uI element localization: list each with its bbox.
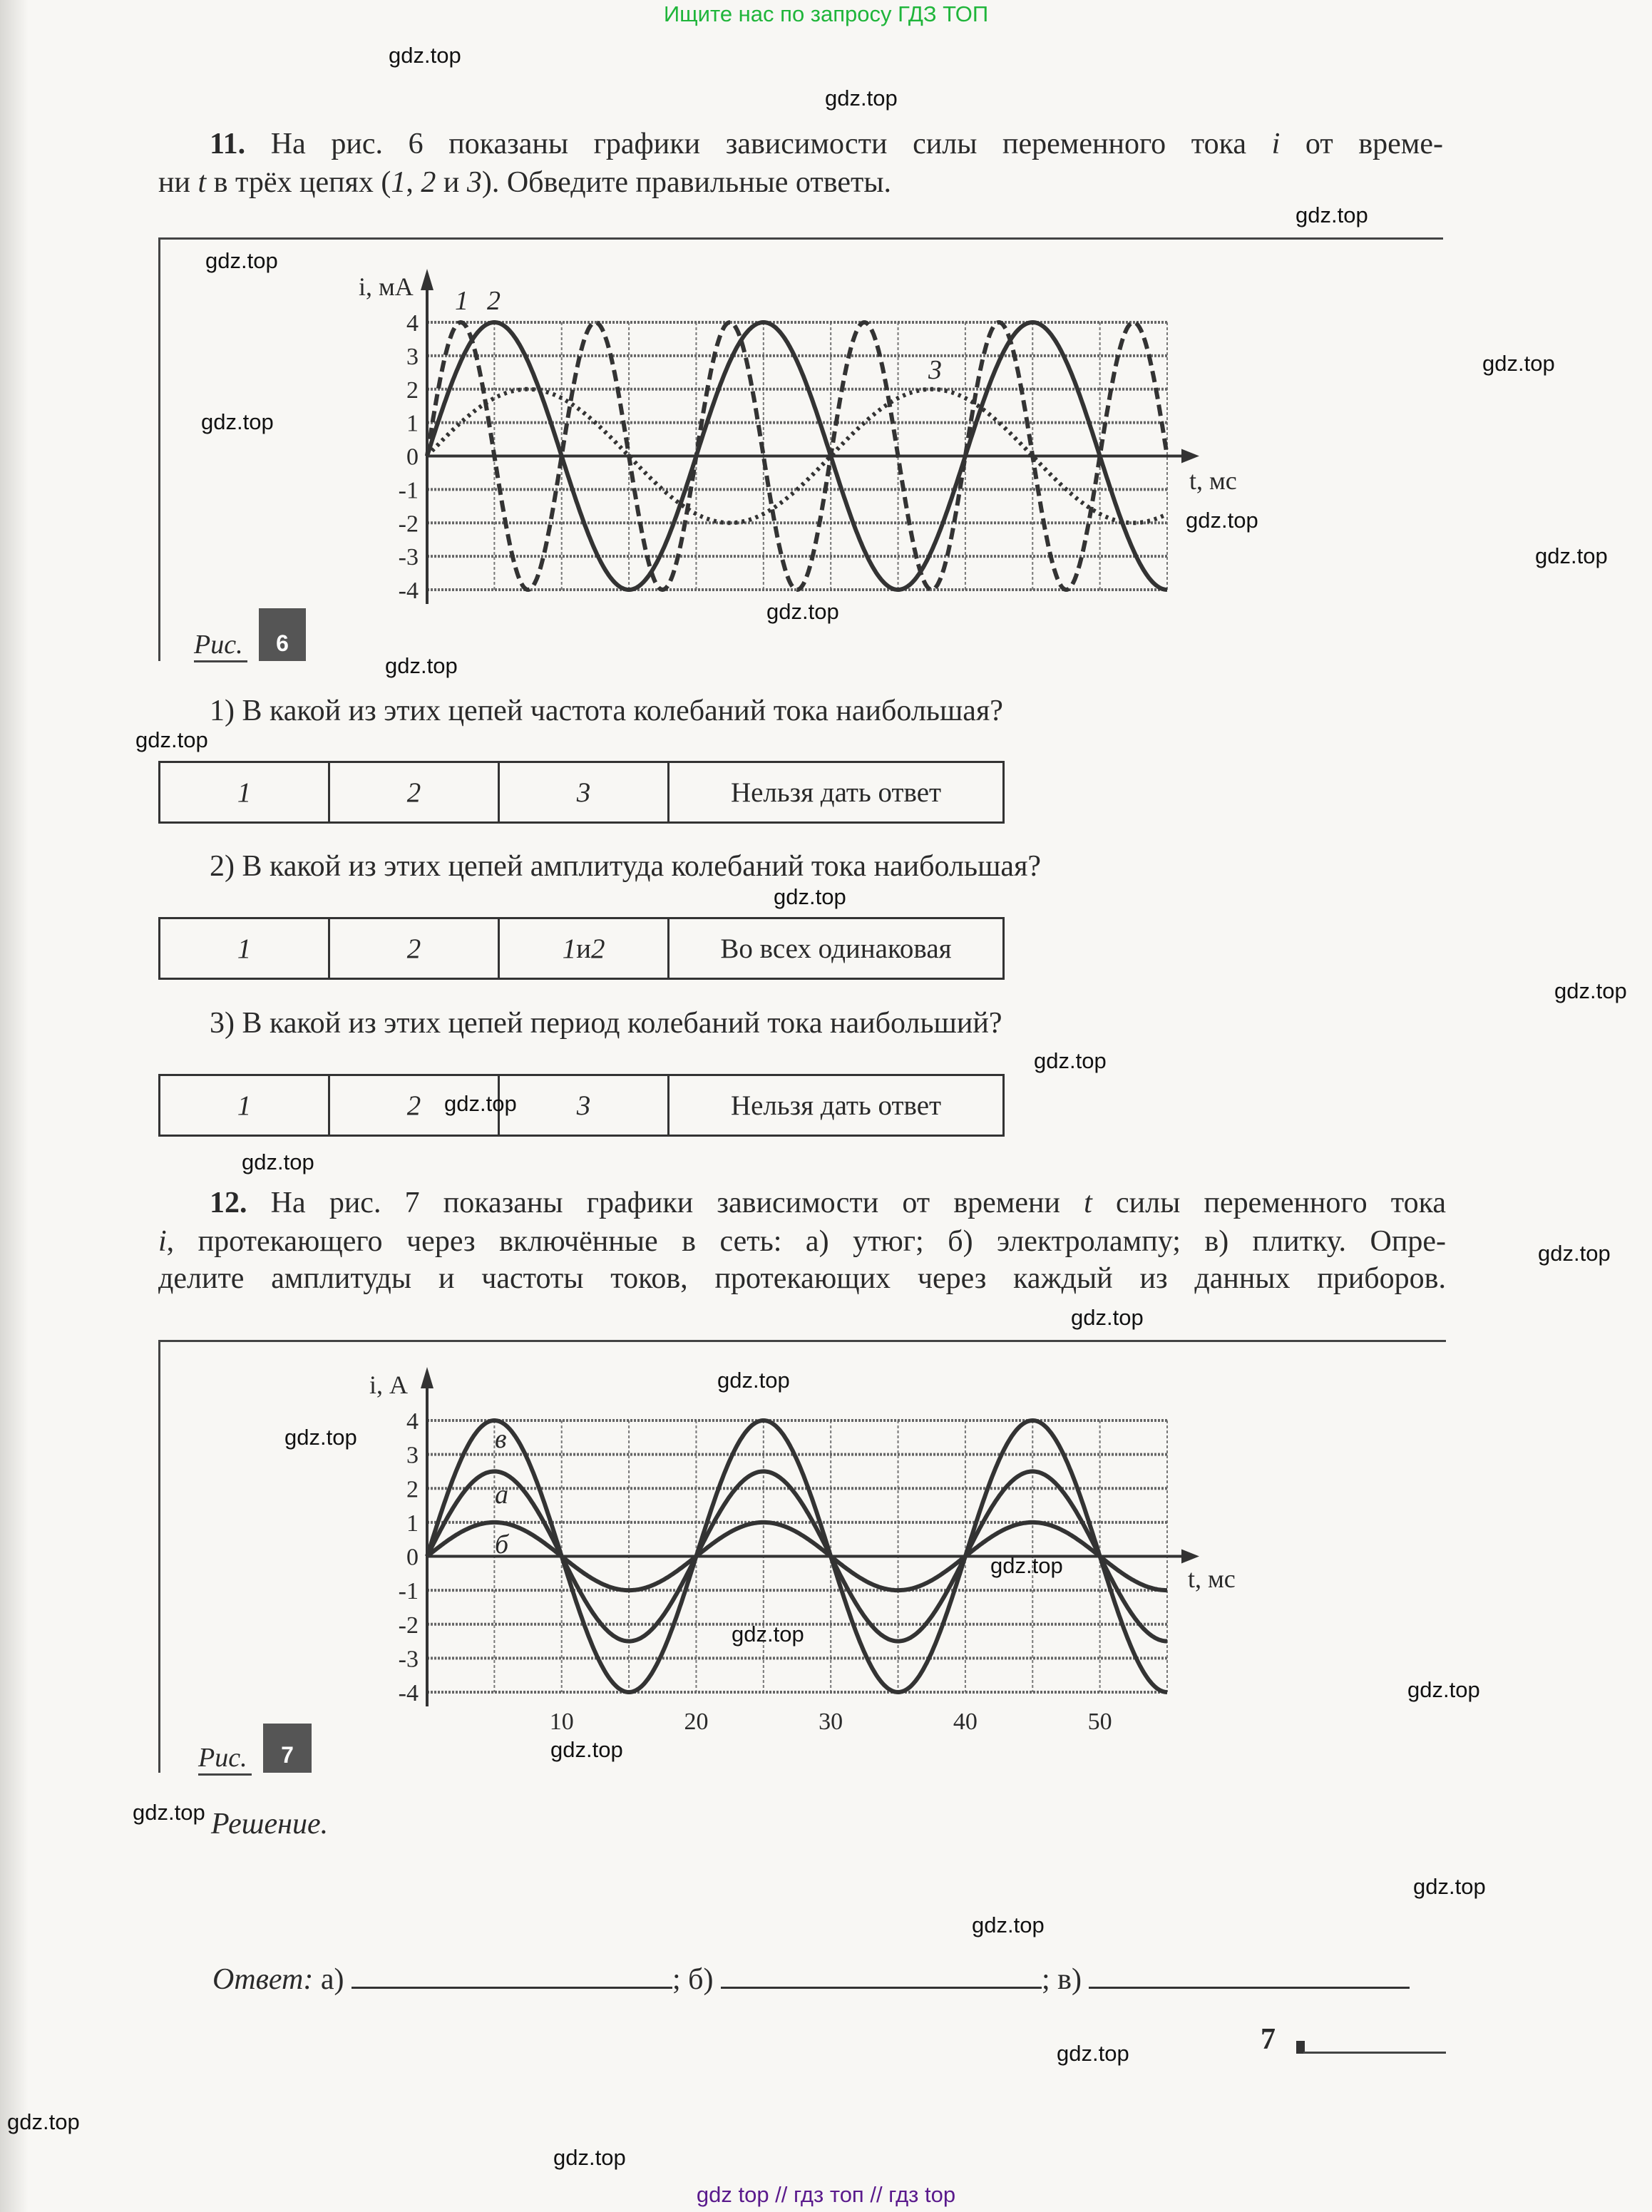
watermark: gdz.top (385, 653, 458, 678)
watermark: gdz.top (1482, 351, 1555, 376)
figure7-left-border (158, 1340, 160, 1773)
x-axis-arrow (1181, 1550, 1199, 1564)
watermark: gdz.top (1057, 2041, 1129, 2066)
series-1-curve (427, 322, 1167, 590)
x-tick-label: 50 (1087, 1709, 1112, 1735)
watermark: gdz.top (135, 727, 208, 752)
answer-c-field[interactable] (1089, 1965, 1410, 1989)
answer-a-field[interactable] (352, 1965, 672, 1989)
option-no-answer[interactable] (669, 763, 1002, 821)
question-2-text: 2) В какой из этих цепей амплитуда колебаний тока наибольшая? (210, 850, 1042, 883)
series-2-curve (427, 322, 1167, 590)
y-tick-label: 4 (406, 1408, 419, 1435)
text-segment: в трёх цепях ( (206, 166, 391, 199)
watermark: gdz.top (732, 1622, 804, 1647)
text-segment: 2 (406, 933, 421, 964)
series-label: а (495, 1480, 508, 1510)
y-tick-label: -1 (398, 477, 419, 504)
text-segment: силы переменного тока (1092, 1187, 1446, 1219)
page-number-rule (1303, 2052, 1446, 2054)
figure7-top-border (158, 1340, 1446, 1342)
watermark: gdz.top (1296, 203, 1368, 227)
figure6-label: Рис. (194, 629, 247, 662)
task12-line3 (158, 1261, 1446, 1296)
option-all-equal[interactable] (669, 919, 1002, 978)
watermark: gdz.top (1535, 543, 1608, 568)
text-segment: Во всех одинаковая (720, 933, 952, 964)
question-3-options (158, 1074, 1005, 1137)
page-edge-shadow (0, 0, 29, 2212)
question-1-text: 1) В какой из этих цепей частота колебаний тока наибольшая? (210, 695, 1003, 727)
page-number: 7 (1261, 2023, 1276, 2056)
text-segment: i (1271, 128, 1281, 160)
y-tick-label: -1 (398, 1578, 419, 1605)
question-1-options (158, 761, 1005, 824)
solution-label: Решение. (211, 1808, 329, 1840)
watermark: gdz.top (550, 1737, 623, 1762)
watermark: gdz.top (1071, 1305, 1144, 1330)
text-segment: 1 (391, 166, 406, 199)
watermark: gdz.top (242, 1149, 314, 1174)
task11-line2 (158, 165, 891, 200)
text-segment: 1 (237, 933, 252, 964)
y-tick-label: 0 (406, 444, 419, 471)
figure6-left-border (158, 237, 160, 661)
text-segment: и (436, 166, 467, 199)
watermark: gdz.top (1538, 1241, 1611, 1266)
option-2[interactable] (330, 919, 500, 978)
series-3-curve (427, 389, 1167, 523)
series-label: 1 (455, 286, 468, 316)
text-segment: i (158, 1225, 167, 1258)
x-axis-label: t, мс (1189, 466, 1237, 495)
watermark: gdz.top (7, 2109, 80, 2134)
text-segment: На рис. 7 показаны графики зависимости от времени (247, 1187, 1084, 1219)
text-segment: , протекающего через включённые в сеть: а) утюг; б) электролампу; в) плитку. Опре- (166, 1225, 1446, 1258)
text-segment: 2 (406, 777, 421, 808)
series-label: 3 (928, 355, 942, 385)
x-tick-label: 20 (684, 1709, 709, 1735)
text-segment: На рис. 6 показаны графики зависимости силы переменного тока (245, 128, 1272, 160)
watermark: gdz.top (444, 1091, 517, 1116)
watermark: gdz.top (1407, 1677, 1480, 1702)
watermark: gdz.top (205, 248, 278, 273)
option-1[interactable] (160, 919, 330, 978)
y-tick-label: -3 (398, 544, 419, 571)
text-segment: делите амплитуды и частоты токов, протекающих через каждый из данных приборов. (158, 1262, 1446, 1295)
text-segment: 1 (237, 777, 252, 808)
watermark: gdz.top (825, 86, 898, 111)
y-tick-label: 1 (406, 1510, 419, 1537)
watermark: gdz.top (389, 43, 461, 68)
answer-a-label: а) (320, 1963, 344, 1996)
y-tick-label: 3 (406, 1442, 419, 1469)
series-label: 2 (487, 286, 501, 316)
watermark: gdz.top (990, 1553, 1063, 1578)
series-label: б (495, 1530, 509, 1560)
task12-line2 (158, 1224, 1446, 1259)
text-segment: 3 (576, 1090, 591, 1121)
option-3[interactable] (500, 1076, 669, 1135)
text-segment: 3 (466, 166, 482, 199)
text-segment: 2 (406, 1090, 421, 1121)
y-tick-label: 1 (406, 410, 419, 437)
search-banner[interactable]: Ищите нас по запросу ГДЗ ТОП (663, 1, 989, 26)
option-1-and-2[interactable] (500, 919, 669, 978)
answer-label: Ответ: (212, 1963, 314, 1996)
watermark: gdz.top (717, 1368, 790, 1393)
y-axis-arrow (421, 1367, 433, 1388)
option-2[interactable] (330, 763, 500, 821)
option-no-answer[interactable] (669, 1076, 1002, 1135)
y-tick-label: 0 (406, 1544, 419, 1571)
figure7-label: Рис. (198, 1742, 252, 1776)
y-tick-label: 2 (406, 1476, 419, 1503)
y-tick-label: -4 (398, 1680, 419, 1706)
watermark: gdz.top (201, 409, 274, 434)
text-segment: 11. (210, 128, 246, 160)
y-tick-label: 2 (406, 377, 419, 404)
option-1[interactable] (160, 1076, 330, 1135)
watermark: gdz.top (774, 884, 846, 909)
text-segment: 2 (590, 933, 605, 964)
text-segment: t (197, 166, 207, 199)
text-segment: Нельзя дать ответ (730, 1090, 942, 1121)
footer-links[interactable]: gdz top // гдз топ // гдз top (696, 2182, 956, 2207)
text-segment: 3 (576, 777, 591, 808)
watermark: gdz.top (1034, 1048, 1107, 1073)
x-tick-label: 40 (953, 1709, 978, 1735)
text-segment: t (1084, 1187, 1092, 1219)
task12-line1 (210, 1186, 1446, 1220)
y-tick-label: -2 (398, 1612, 419, 1639)
series-label: в (495, 1424, 507, 1454)
y-tick-label: -4 (398, 578, 419, 604)
y-axis-arrow (421, 269, 433, 290)
text-segment: ). Обведите правильные ответы. (481, 166, 892, 199)
text-segment: ни (158, 166, 198, 199)
text-segment: 2 (421, 166, 436, 199)
figure6-number-badge: 6 (259, 608, 306, 661)
y-tick-label: 3 (406, 343, 419, 370)
watermark: gdz.top (284, 1425, 357, 1450)
question-2-options (158, 917, 1005, 980)
answer-line (212, 1962, 1410, 1997)
y-tick-label: -3 (398, 1646, 419, 1673)
watermark: gdz.top (1186, 508, 1258, 533)
answer-b-field[interactable] (721, 1965, 1042, 1989)
watermark: gdz.top (133, 1800, 205, 1825)
y-tick-label: -2 (398, 511, 419, 538)
watermark: gdz.top (972, 1913, 1045, 1937)
x-axis-arrow (1181, 449, 1199, 464)
option-3[interactable] (500, 763, 669, 821)
figure6-top-border (158, 237, 1443, 240)
answer-b-label: ; б) (672, 1963, 714, 1996)
y-tick-label: 4 (406, 310, 419, 337)
answer-c-label: ; в) (1041, 1963, 1082, 1996)
watermark: gdz.top (1554, 978, 1627, 1003)
y-axis-label: i, мА (359, 272, 414, 301)
text-segment: от време- (1280, 128, 1443, 160)
text-segment: 1 (237, 1090, 252, 1121)
text-segment: 12. (210, 1187, 247, 1219)
text-segment: , (406, 166, 421, 199)
option-1[interactable] (160, 763, 330, 821)
y-axis-label: i, А (369, 1371, 408, 1399)
watermark: gdz.top (1413, 1874, 1486, 1899)
x-tick-label: 30 (819, 1709, 843, 1735)
text-segment: 1 (562, 933, 577, 964)
text-segment: и (576, 933, 591, 964)
x-tick-label: 10 (549, 1709, 574, 1735)
text-segment: Нельзя дать ответ (730, 777, 942, 808)
watermark: gdz.top (766, 599, 839, 624)
figure7-number-badge: 7 (263, 1724, 312, 1773)
watermark: gdz.top (553, 2145, 626, 2170)
task11-line1 (210, 127, 1443, 161)
question-3-text: 3) В какой из этих цепей период колебаний тока наибольший? (210, 1007, 1002, 1040)
x-axis-label: t, мс (1188, 1565, 1236, 1593)
